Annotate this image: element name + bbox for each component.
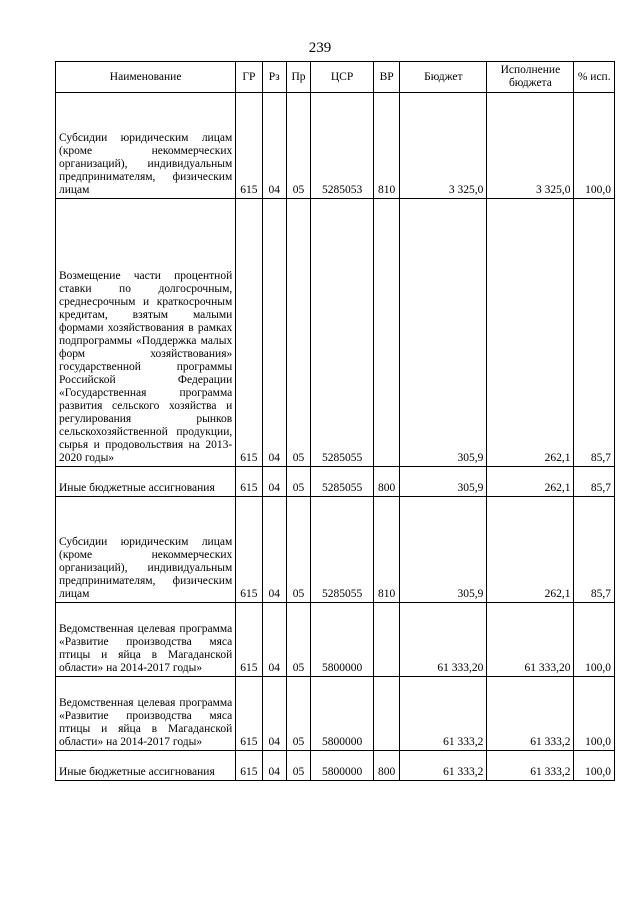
row-name: Ведомственная целевая программа «Развитие производства мяса птицы и яйца в Магаданской области» на 2014-2017 годы» <box>56 677 236 751</box>
row-pr: 05 <box>286 603 310 677</box>
row-csr: 5800000 <box>311 751 374 781</box>
row-rz: 04 <box>262 93 286 199</box>
row-pr: 05 <box>286 677 310 751</box>
row-name: Субсидии юридическим лицам (кроме некоммерческих организаций), индивидуальным предпринимателям, физическим лицам <box>56 93 236 199</box>
row-csr: 5285055 <box>311 497 374 603</box>
table-row <box>56 93 615 199</box>
row-vr: 800 <box>373 467 399 497</box>
row-pct: 85,7 <box>574 199 615 467</box>
row-name: Иные бюджетные ассигнования <box>56 467 236 497</box>
row-vr: 810 <box>373 93 399 199</box>
header-pct: % исп. <box>574 62 615 93</box>
row-pct: 100,0 <box>574 677 615 751</box>
row-rz: 04 <box>262 677 286 751</box>
row-pct: 85,7 <box>574 467 615 497</box>
page-number: 239 <box>308 40 332 56</box>
row-vr <box>373 677 399 751</box>
row-vr <box>373 603 399 677</box>
header-csr: ЦСР <box>311 62 374 93</box>
header-rz: Рз <box>262 62 286 93</box>
row-rz: 04 <box>262 603 286 677</box>
header-vr: ВР <box>373 62 399 93</box>
budget-table <box>55 61 615 781</box>
row-gr: 615 <box>236 497 262 603</box>
row-pr: 05 <box>286 199 310 467</box>
row-budget: 61 333,2 <box>400 677 487 751</box>
table-row <box>56 677 615 751</box>
row-gr: 615 <box>236 677 262 751</box>
table-row <box>56 199 615 467</box>
row-execution: 61 333,20 <box>487 603 574 677</box>
row-csr: 5285055 <box>311 199 374 467</box>
row-budget: 61 333,20 <box>400 603 487 677</box>
row-pct: 85,7 <box>574 497 615 603</box>
row-pct: 100,0 <box>574 93 615 199</box>
row-budget: 305,9 <box>400 199 487 467</box>
row-gr: 615 <box>236 751 262 781</box>
row-execution: 262,1 <box>487 467 574 497</box>
row-pr: 05 <box>286 93 310 199</box>
row-execution: 61 333,2 <box>487 677 574 751</box>
row-execution: 61 333,2 <box>487 751 574 781</box>
row-budget: 3 325,0 <box>400 93 487 199</box>
row-gr: 615 <box>236 603 262 677</box>
table-row <box>56 603 615 677</box>
row-name: Субсидии юридическим лицам (кроме некоммерческих организаций), индивидуальным предпринимателям, физическим лицам <box>56 497 236 603</box>
header-gr: ГР <box>236 62 262 93</box>
table-row <box>56 497 615 603</box>
row-csr: 5800000 <box>311 603 374 677</box>
row-name: Ведомственная целевая программа «Развитие производства мяса птицы и яйца в Магаданской области» на 2014-2017 годы» <box>56 603 236 677</box>
row-rz: 04 <box>262 199 286 467</box>
row-budget: 305,9 <box>400 467 487 497</box>
row-name: Иные бюджетные ассигнования <box>56 751 236 781</box>
row-vr: 810 <box>373 497 399 603</box>
row-gr: 615 <box>236 467 262 497</box>
row-gr: 615 <box>236 93 262 199</box>
row-pr: 05 <box>286 751 310 781</box>
row-execution: 3 325,0 <box>487 93 574 199</box>
row-vr <box>373 199 399 467</box>
row-pr: 05 <box>286 497 310 603</box>
row-pct: 100,0 <box>574 751 615 781</box>
row-execution: 262,1 <box>487 497 574 603</box>
row-csr: 5285055 <box>311 467 374 497</box>
row-rz: 04 <box>262 751 286 781</box>
row-rz: 04 <box>262 497 286 603</box>
header-name: Наименование <box>56 62 236 93</box>
header-execution: Исполнение бюджета <box>487 62 574 93</box>
table-header-row <box>56 62 615 93</box>
row-budget: 61 333,2 <box>400 751 487 781</box>
row-name: Возмещение части процентной ставки по долгосрочным, среднесрочным и краткосрочным кредитам, взятым малыми формами хозяйствования в рамках подпрограммы «Поддержка малых форм хозяйствования» государственной программы Российской Федерации «Государственная программа развития сельского хозяйства и регулирования рынков сельскохозяйственной продукции, сырья и продовольствия на 2013-2020 годы» <box>56 199 236 467</box>
row-pr: 05 <box>286 467 310 497</box>
row-csr: 5285053 <box>311 93 374 199</box>
row-gr: 615 <box>236 199 262 467</box>
row-execution: 262,1 <box>487 199 574 467</box>
row-pct: 100,0 <box>574 603 615 677</box>
row-csr: 5800000 <box>311 677 374 751</box>
row-vr: 800 <box>373 751 399 781</box>
table-row <box>56 467 615 497</box>
header-pr: Пр <box>286 62 310 93</box>
row-rz: 04 <box>262 467 286 497</box>
table-row <box>56 751 615 781</box>
header-budget: Бюджет <box>400 62 487 93</box>
row-budget: 305,9 <box>400 497 487 603</box>
